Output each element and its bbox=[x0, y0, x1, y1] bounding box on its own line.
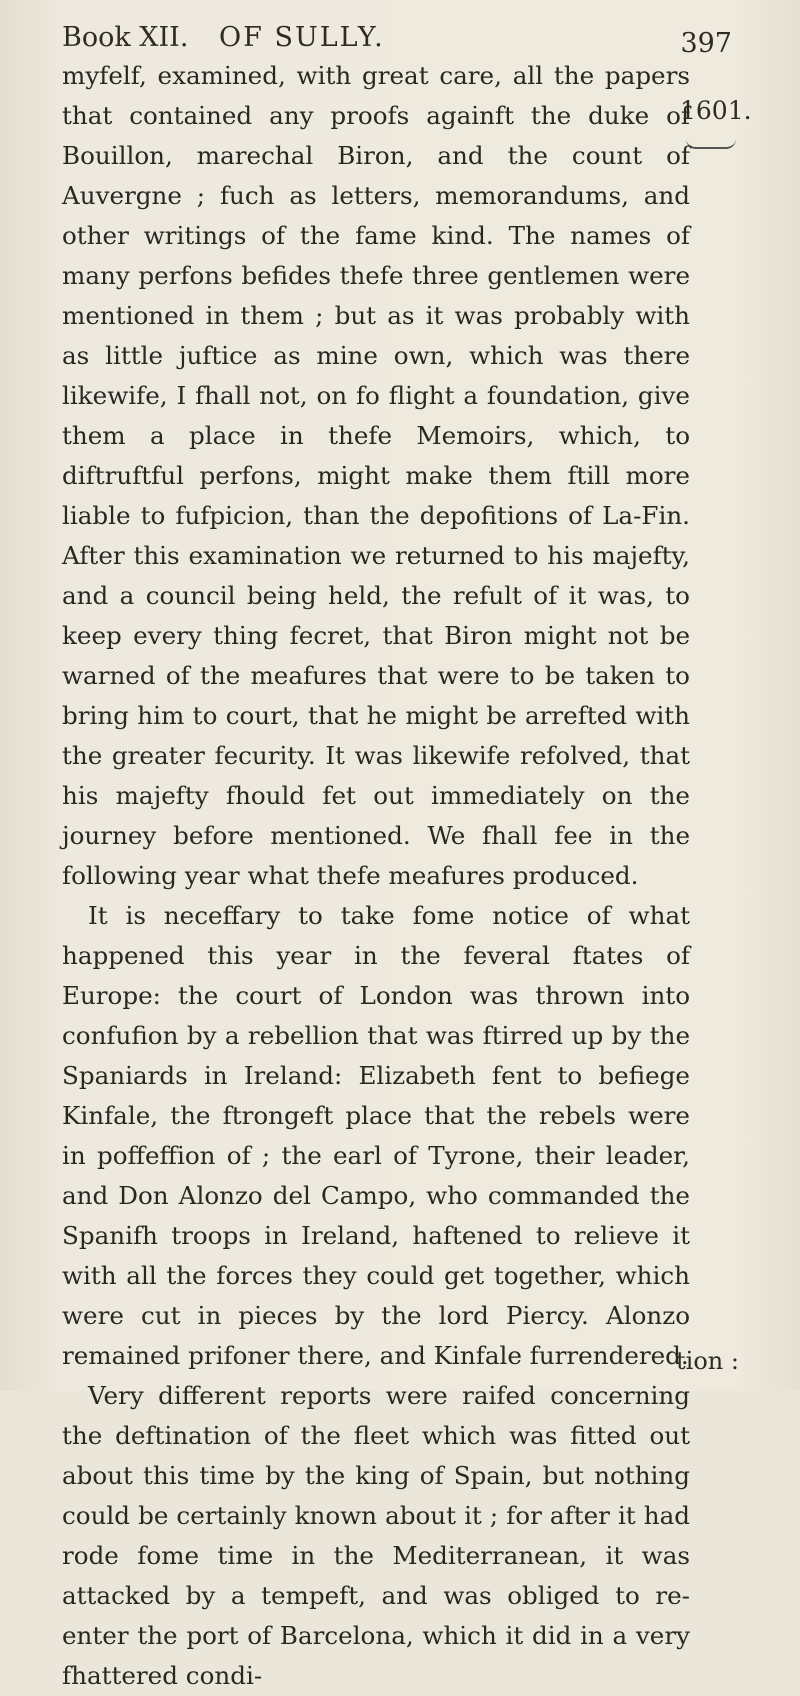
page-number: 397 bbox=[680, 28, 732, 59]
body-text bbox=[62, 56, 690, 1696]
catchword: tion : bbox=[676, 1347, 739, 1375]
paragraph-2: It is neceffary to take fome notice of what happened this year in the feveral ftates of Europe: the court of London was thrown into confufion by a rebellion that was ftirred up by the Spaniards in Ireland: Elizabeth fent to befiege Kinfale, the ftrongeft place that the rebels were in poffeffion of ; the earl of Tyrone, their leader, and Don Alonzo del Campo, who commanded the Spanifh troops in Ireland, haftened to relieve it with all the forces they could get together, which were cut in pieces by the lord Piercy. Alonzo remained prifoner there, and Kinfale furrendered. bbox=[62, 901, 690, 1370]
margin-flourish bbox=[686, 137, 736, 149]
paragraph-1: myfelf, examined, with great care, all the papers that contained any proofs againft the duke of Bouillon, marechal Biron, and the count of Auvergne ; fuch as letters, memorandums, and other writings of the fame kind. The names of many perfons befides thefe three gentlemen were mentioned in them ; but as it was probably with as little juftice as mine own, which was there likewife, I fhall not, on fo flight a foundation, give them a place in thefe Memoirs, which, to diftruftful perfons, might make them ftill more liable to fufpicion, than the depofitions of La-Fin. After this examination we returned to his majefty, and a council being held, the refult of it was, to keep every thing fecret, that Biron might not be warned of the meafures that were to be taken to bring him to court, that he might be arrefted with the greater fecurity. It was likewife refolved, that his majefty fhould fet out immediately on the journey before mentioned. We fhall fee in the following year what thefe meafures produced. bbox=[62, 61, 690, 890]
book-label: Book XII. bbox=[62, 22, 189, 53]
paragraph-3: Very different reports were raifed concerning the deftination of the fleet which was fitted out about this time by the king of Spain, but nothing could be certainly known about it ; for after it had rode fome time in the Mediterranean, it was attacked by a tempeft, and was obliged to re-enter the port of Barcelona, which it did in a very fhattered condi- bbox=[62, 1381, 690, 1690]
running-title: OF SULLY. bbox=[219, 22, 385, 53]
margin-year: 1601. bbox=[680, 96, 752, 125]
